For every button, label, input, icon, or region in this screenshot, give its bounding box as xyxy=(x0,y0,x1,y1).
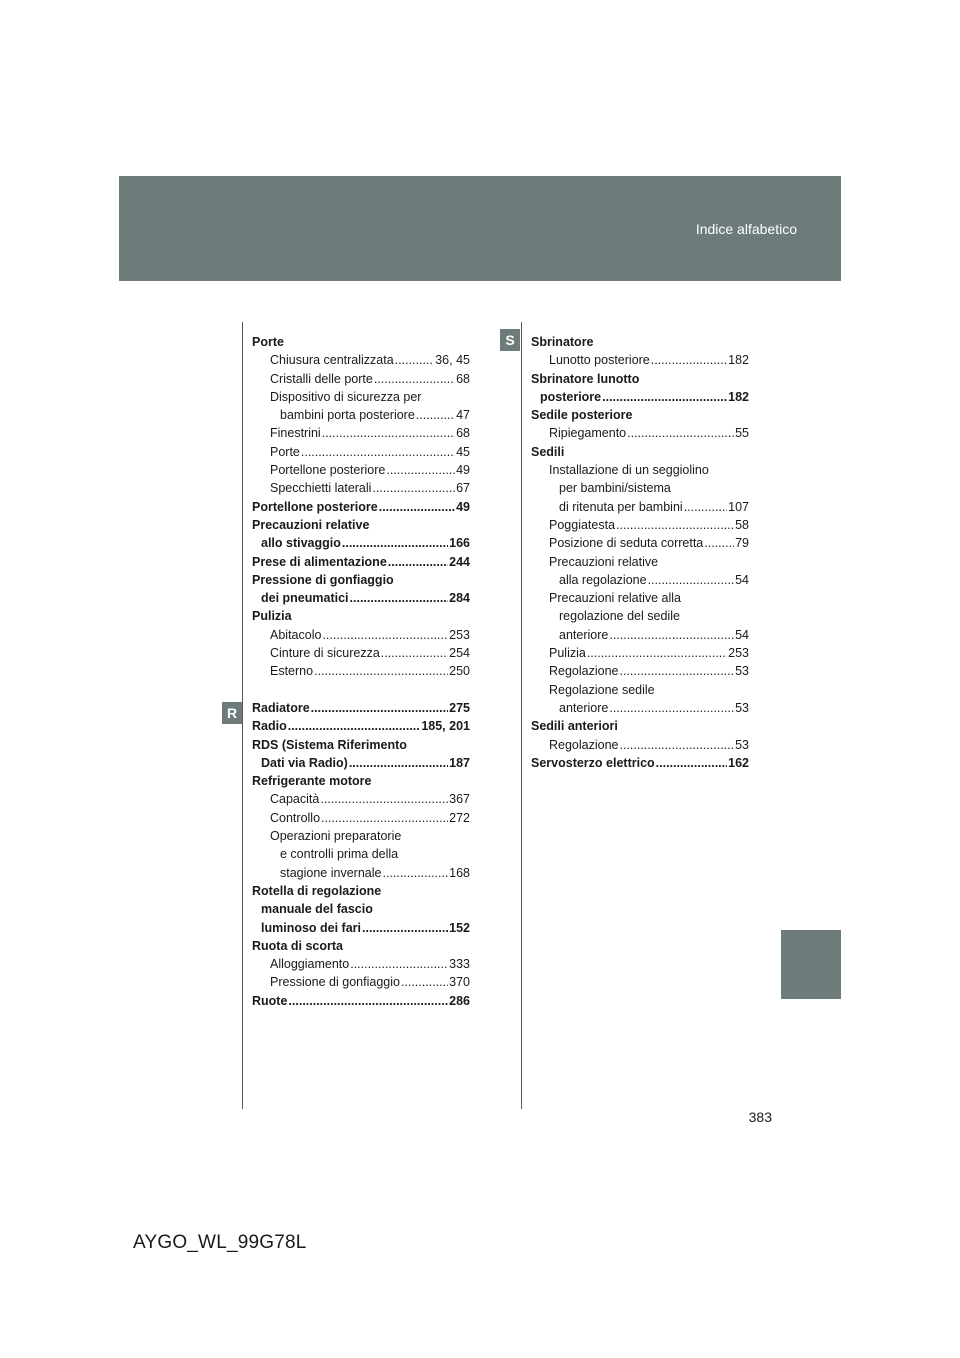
index-entry xyxy=(531,662,749,680)
index-entry-page: 53 xyxy=(735,737,749,752)
index-entry-label: Controllo xyxy=(270,810,321,825)
index-entry-label: Ruote xyxy=(252,993,288,1008)
index-entry-label: Poggiatesta xyxy=(549,517,616,532)
index-entry-page: 272 xyxy=(449,810,470,825)
index-entry-page: 275 xyxy=(449,700,470,715)
index-entry xyxy=(531,516,749,534)
index-entry-label: di ritenuta per bambini xyxy=(559,499,683,514)
index-entry-label: Regolazione xyxy=(549,664,619,679)
index-entry xyxy=(252,937,470,955)
dot-leader xyxy=(602,388,727,406)
index-entry xyxy=(252,736,470,754)
index-entry-label: Finestrini xyxy=(270,426,321,441)
index-entry xyxy=(531,388,749,406)
index-entry-label: Pulizia xyxy=(549,646,586,661)
index-entry-label: Abitacolo xyxy=(270,627,322,642)
index-entry-label: Rotella di regolazione xyxy=(252,883,382,898)
index-entry-label: Servosterzo elettrico xyxy=(531,755,655,770)
index-entry-label: Dispositivo di sicurezza per xyxy=(270,389,422,404)
index-entry-page: 67 xyxy=(456,481,470,496)
index-entry xyxy=(252,479,470,497)
dot-leader xyxy=(651,351,727,369)
index-entry-label: stagione invernale xyxy=(280,865,382,880)
dot-leader xyxy=(609,699,734,717)
index-entry-page: 53 xyxy=(735,664,749,679)
index-entry xyxy=(531,461,749,479)
index-entry xyxy=(531,370,749,388)
index-entry-page: 45 xyxy=(456,444,470,459)
dot-leader xyxy=(311,699,448,717)
dot-leader xyxy=(386,461,455,479)
index-column-2 xyxy=(531,333,749,772)
index-column-1 xyxy=(252,333,470,1010)
index-entry xyxy=(252,809,470,827)
index-entry xyxy=(531,717,749,735)
index-entry xyxy=(252,626,470,644)
dot-leader xyxy=(322,626,448,644)
index-entry-label: Radiatore xyxy=(252,700,310,715)
index-entry xyxy=(252,388,470,406)
index-entry-label: allo stivaggio xyxy=(261,536,341,551)
index-entry-page: 54 xyxy=(735,572,749,587)
dot-leader xyxy=(416,406,455,424)
index-entry-page: 187 xyxy=(449,755,470,770)
index-entry-label: Esterno xyxy=(270,664,314,679)
index-entry-page: 254 xyxy=(449,646,470,661)
index-entry xyxy=(531,644,749,662)
index-entry-label: Posizione di seduta corretta xyxy=(549,536,704,551)
index-entry-page: 49 xyxy=(456,499,470,514)
dot-leader xyxy=(620,736,735,754)
index-entry xyxy=(252,498,470,516)
index-entry-page: 79 xyxy=(735,536,749,551)
index-entry-label: Installazione di un seggiolino xyxy=(549,463,709,478)
index-entry xyxy=(531,589,749,607)
index-entry-page: 250 xyxy=(449,664,470,679)
index-entry xyxy=(531,626,749,644)
dot-leader xyxy=(648,571,735,589)
header-band xyxy=(119,176,841,281)
index-entry xyxy=(252,955,470,973)
index-entry-label: per bambini/sistema xyxy=(559,481,671,496)
column-divider-middle xyxy=(521,322,522,1109)
section-thumb-tab xyxy=(781,930,841,999)
dot-leader xyxy=(288,717,421,735)
page-number: 383 xyxy=(748,1109,772,1125)
index-entry-page: 47 xyxy=(456,408,470,423)
index-entry-label: Sedili anteriori xyxy=(531,719,618,734)
dot-leader xyxy=(350,589,449,607)
index-entry xyxy=(252,351,470,369)
index-entry xyxy=(531,754,749,772)
index-entry xyxy=(252,699,470,717)
dot-leader xyxy=(609,626,734,644)
index-entry-label: Pressione di gonfiaggio xyxy=(270,975,400,990)
index-entry-label: Porte xyxy=(252,335,284,349)
index-entry-label: Refrigerante motore xyxy=(252,774,372,789)
index-entry-label: Capacità xyxy=(270,792,320,807)
index-entry-label: Operazioni preparatorie xyxy=(270,829,402,844)
index-entry xyxy=(252,333,470,351)
index-entry-page: 58 xyxy=(735,517,749,532)
index-entry-label: Sedile posteriore xyxy=(531,408,633,423)
index-entry-label: bambini porta posteriore xyxy=(280,408,415,423)
index-entry-label: anteriore xyxy=(559,627,609,642)
dot-leader xyxy=(342,534,448,552)
index-entry-page: 55 xyxy=(735,426,749,441)
dot-leader xyxy=(684,498,727,516)
index-entry-label: Lunotto posteriore xyxy=(549,353,650,368)
index-entry xyxy=(252,681,470,699)
section-letter-s: S xyxy=(500,329,520,351)
dot-leader xyxy=(382,864,448,882)
index-entry xyxy=(252,644,470,662)
index-entry-label: Cristalli delle porte xyxy=(270,371,373,386)
index-entry-page: 185, 201 xyxy=(421,719,470,734)
dot-leader xyxy=(381,644,448,662)
index-entry xyxy=(531,351,749,369)
index-entry-label: Pulizia xyxy=(252,609,292,624)
dot-leader xyxy=(656,754,727,772)
index-entry-label: Precauzioni relative xyxy=(549,554,659,569)
dot-leader xyxy=(627,424,734,442)
index-entry-label: Ruota di scorta xyxy=(252,938,343,953)
index-entry-label: Sbrinatore lunotto xyxy=(531,371,640,386)
index-entry-label: Sedili xyxy=(531,444,565,459)
index-entry xyxy=(252,534,470,552)
index-entry-label: Alloggiamento xyxy=(270,957,350,972)
index-entry xyxy=(252,754,470,772)
index-entry-page: 253 xyxy=(728,646,749,661)
index-entry xyxy=(531,498,749,516)
index-entry-page: 370 xyxy=(449,975,470,990)
dot-leader xyxy=(620,662,735,680)
dot-leader xyxy=(321,809,448,827)
section-letter-r: R xyxy=(222,702,242,724)
index-entry xyxy=(252,790,470,808)
index-entry-label: luminoso dei fari xyxy=(261,920,362,935)
index-entry-page: 36, 45 xyxy=(435,353,470,368)
index-entry-page: 182 xyxy=(728,389,749,404)
dot-leader xyxy=(388,553,448,571)
index-entry-label: RDS (Sistema Riferimento xyxy=(252,737,407,752)
index-entry xyxy=(252,772,470,790)
dot-leader xyxy=(320,790,448,808)
page-title: Indice alfabetico xyxy=(695,221,797,237)
index-entry-page: 68 xyxy=(456,426,470,441)
index-entry xyxy=(252,461,470,479)
index-entry-label: dei pneumatici xyxy=(261,591,349,606)
index-entry xyxy=(252,370,470,388)
index-entry xyxy=(252,717,470,735)
index-entry-page: 53 xyxy=(735,700,749,715)
index-entry-label: e controlli prima della xyxy=(280,847,399,862)
index-entry xyxy=(531,699,749,717)
index-entry-page: 162 xyxy=(728,755,749,770)
index-entry-page: 253 xyxy=(449,627,470,642)
dot-leader xyxy=(395,351,435,369)
dot-leader xyxy=(314,662,448,680)
index-entry-label: alla regolazione xyxy=(559,572,647,587)
index-entry-label: Precauzioni relative alla xyxy=(549,591,682,606)
index-entry-label: Specchietti laterali xyxy=(270,481,372,496)
dot-leader xyxy=(374,370,455,388)
index-entry-label: Ripiegamento xyxy=(549,426,627,441)
dot-leader xyxy=(379,498,455,516)
dot-leader xyxy=(322,424,455,442)
index-entry xyxy=(531,534,749,552)
index-entry xyxy=(252,589,470,607)
index-entry xyxy=(252,662,470,680)
index-entry-label: posteriore xyxy=(540,389,602,404)
index-entry xyxy=(252,571,470,589)
index-entry-label: Regolazione sedile xyxy=(549,682,655,697)
index-entry xyxy=(531,553,749,571)
dot-leader xyxy=(362,919,448,937)
index-entry xyxy=(252,845,470,863)
index-entry xyxy=(252,864,470,882)
dot-leader xyxy=(349,754,448,772)
index-entry-page: 367 xyxy=(449,792,470,807)
index-entry-label: Porte xyxy=(270,444,300,459)
index-entry-page: 166 xyxy=(449,536,470,551)
index-entry-page: 284 xyxy=(449,591,470,606)
dot-leader xyxy=(704,534,734,552)
index-entry xyxy=(252,882,470,900)
index-entry-page: 333 xyxy=(449,957,470,972)
index-entry xyxy=(252,406,470,424)
index-entry-page: 49 xyxy=(456,463,470,478)
index-entry xyxy=(252,516,470,534)
index-entry-page: 68 xyxy=(456,371,470,386)
index-entry xyxy=(531,406,749,424)
index-entry xyxy=(531,443,749,461)
index-entry-label: Precauzioni relative xyxy=(252,517,370,532)
index-entry xyxy=(252,424,470,442)
index-entry xyxy=(252,607,470,625)
document-code: AYGO_WL_99G78L xyxy=(133,1232,307,1253)
index-entry-page: 54 xyxy=(735,627,749,642)
index-entry xyxy=(252,827,470,845)
index-entry-label: manuale del fascio xyxy=(261,902,373,917)
index-entry-label: Cinture di sicurezza xyxy=(270,646,380,661)
index-entry xyxy=(531,479,749,497)
index-entry-label: Pressione di gonfiaggio xyxy=(252,572,394,587)
index-entry-label: Dati via Radio) xyxy=(261,755,348,770)
index-entry-label: anteriore xyxy=(559,700,609,715)
dot-leader xyxy=(288,992,448,1010)
index-entry-page: 107 xyxy=(728,499,749,514)
index-entry xyxy=(252,443,470,461)
column-divider-left xyxy=(242,322,243,1109)
index-entry xyxy=(252,900,470,918)
index-entry xyxy=(252,553,470,571)
index-entry-label: Chiusura centralizzata xyxy=(270,353,394,368)
index-entry xyxy=(252,992,470,1010)
dot-leader xyxy=(372,479,455,497)
index-entry-page: 244 xyxy=(449,554,470,569)
index-entry-label: Portellone posteriore xyxy=(252,499,378,514)
index-entry-page: 286 xyxy=(449,993,470,1008)
index-entry xyxy=(531,736,749,754)
index-entry xyxy=(252,919,470,937)
index-entry-label: Regolazione xyxy=(549,737,619,752)
index-entry-label: Portellone posteriore xyxy=(270,463,386,478)
index-entry-page: 182 xyxy=(728,353,749,368)
dot-leader xyxy=(401,973,448,991)
index-entry xyxy=(252,973,470,991)
index-entry-label: Sbrinatore xyxy=(531,335,594,349)
index-entry xyxy=(531,607,749,625)
index-entry-label: regolazione del sedile xyxy=(559,609,680,624)
index-entry-label: Radio xyxy=(252,719,287,734)
index-entry-page: 152 xyxy=(449,920,470,935)
index-entry xyxy=(531,424,749,442)
dot-leader xyxy=(616,516,734,534)
index-entry-page: 168 xyxy=(449,865,470,880)
dot-leader xyxy=(587,644,727,662)
index-entry xyxy=(531,571,749,589)
index-entry-label: Prese di alimentazione xyxy=(252,554,387,569)
index-entry xyxy=(531,333,749,351)
dot-leader xyxy=(301,443,455,461)
dot-leader xyxy=(350,955,448,973)
index-entry xyxy=(531,681,749,699)
